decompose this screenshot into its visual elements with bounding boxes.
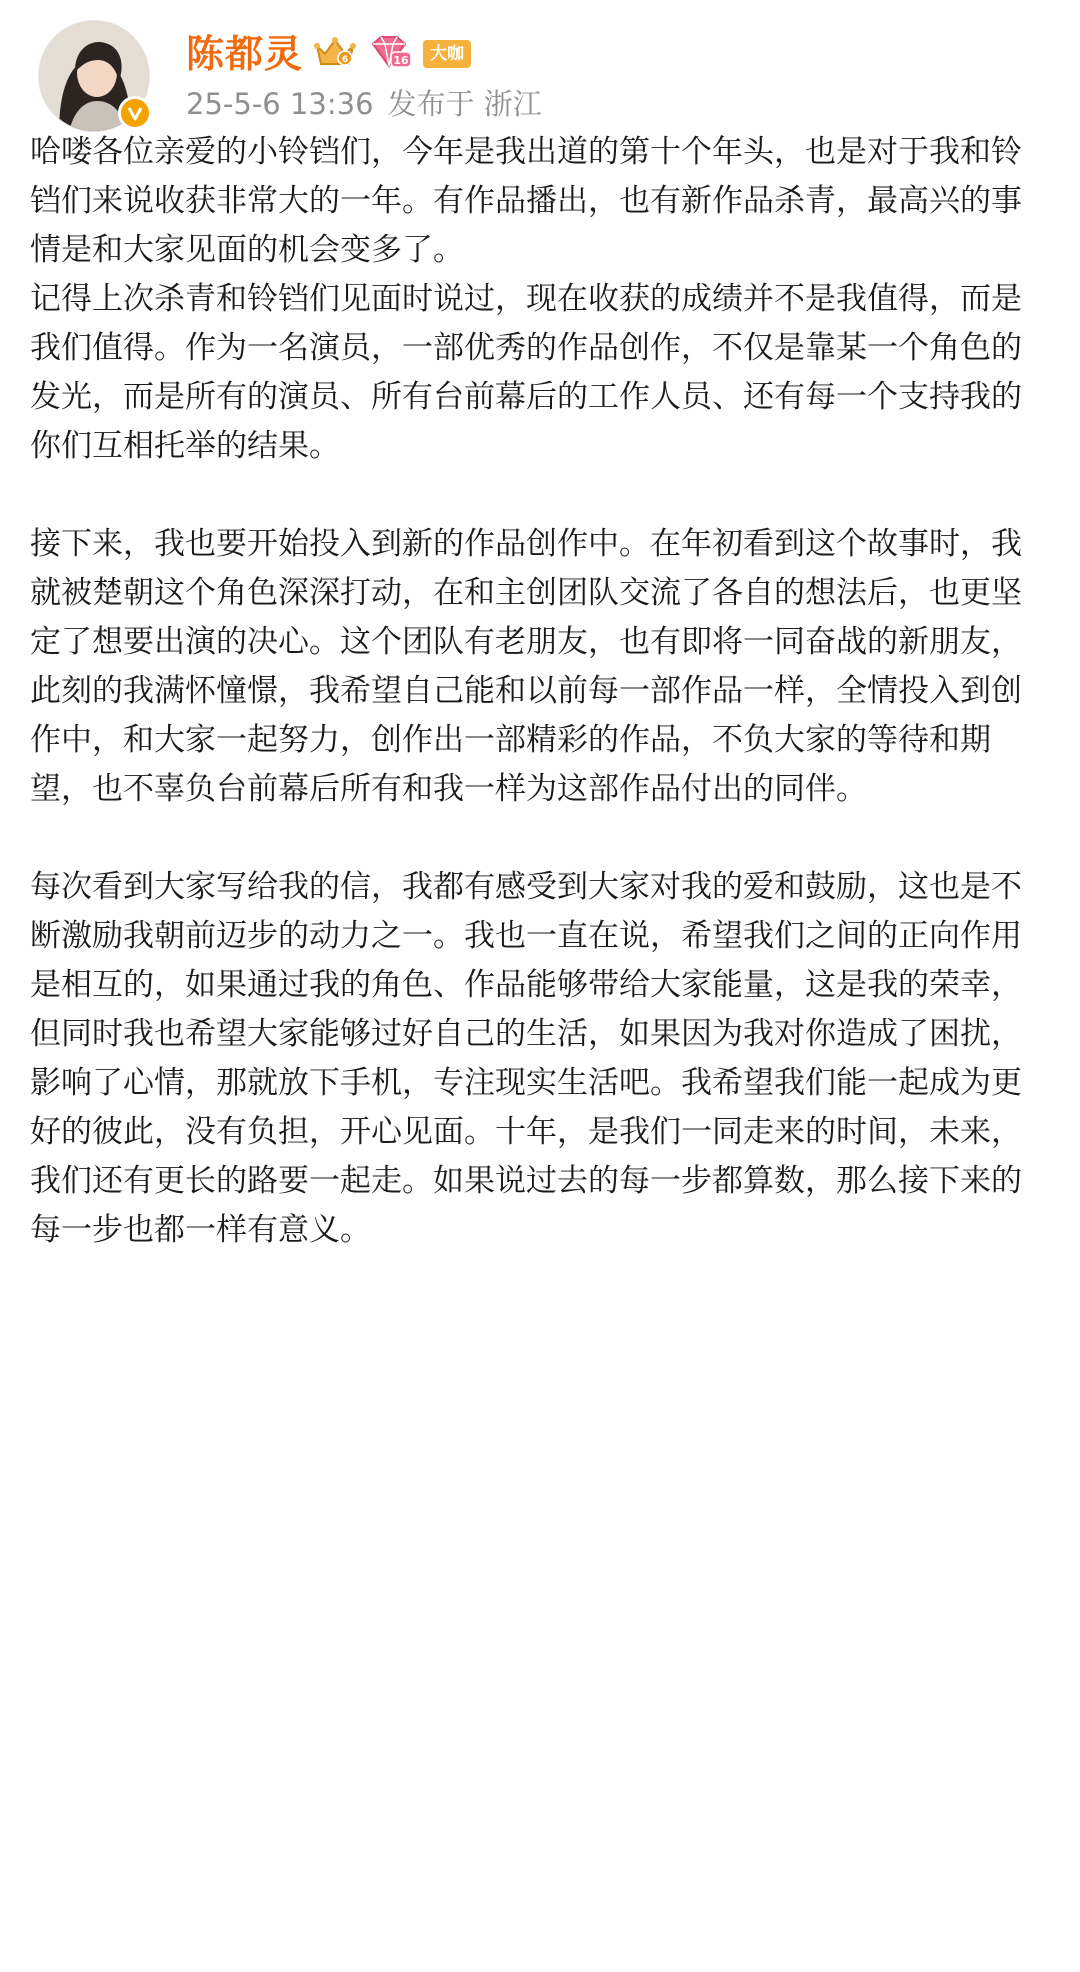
vip-level-number: 16 <box>393 54 409 67</box>
post-location: 发布于 浙江 <box>387 87 542 121</box>
post-meta <box>186 87 542 121</box>
avatar[interactable] <box>38 20 150 132</box>
post-paragraph: 每次看到大家写给我的信，我都有感受到大家对我的爱和鼓励，这也是不断激励我朝前迈步的动力之一。我也一直在说，希望我们之间的正向作用是相互的，如果通过我的角色、作品能够带给大家能量，这是我的荣幸，但同时我也希望大家能够过好自己的生活，如果因为我对你造成了困扰，影响了心情，那就放下手机，专注现实生活吧。我希望我们能一起成为更好的彼此，没有负担，开心见面。十年，是我们一同走来的时间，未来，我们还有更长的路要一起走。如果说过去的每一步都算数，那么接下来的每一步也都一样有意义。 <box>30 869 1022 1248</box>
post-timestamp: 25-5-6 13:36 <box>186 87 374 121</box>
paragraph-spacer <box>30 814 1050 863</box>
post-content <box>30 128 1050 1255</box>
verified-badge-icon <box>118 96 152 130</box>
diamond-level-icon[interactable] <box>367 34 413 74</box>
svg-text:6: 6 <box>341 55 349 65</box>
post-header <box>38 20 1038 140</box>
daka-badge[interactable]: 大咖 <box>423 40 471 68</box>
paragraph-spacer <box>30 471 1050 520</box>
author-name[interactable]: 陈都灵 <box>186 32 304 76</box>
author-name-row <box>186 26 471 82</box>
post-paragraph: 接下来，我也要开始投入到新的作品创作中。在年初看到这个故事时，我就被楚朝这个角色深深打动，在和主创团队交流了各自的想法后，也更坚定了想要出演的决心。这个团队有老朋友，也有即将一同奋战的新朋友，此刻的我满怀憧憬，我希望自己能和以前每一部作品一样，全情投入到创作中，和大家一起努力，创作出一部精彩的作品，不负大家的等待和期望，也不辜负台前幕后所有和我一样为这部作品付出的同伴。 <box>30 526 1022 807</box>
post-paragraph: 哈喽各位亲爱的小铃铛们，今年是我出道的第十个年头，也是对于我和铃铛们来说收获非常大的一年。有作品播出，也有新作品杀青，最高兴的事情是和大家见面的机会变多了。 <box>30 134 1022 268</box>
crown-badge-icon[interactable] <box>313 34 357 74</box>
post-paragraph: 记得上次杀青和铃铛们见面时说过，现在收获的成绩并不是我值得，而是我们值得。作为一名演员，一部优秀的作品创作，不仅是靠某一个角色的发光，而是所有的演员、所有台前幕后的工作人员、还有每一个支持我的你们互相托举的结果。 <box>30 281 1022 464</box>
